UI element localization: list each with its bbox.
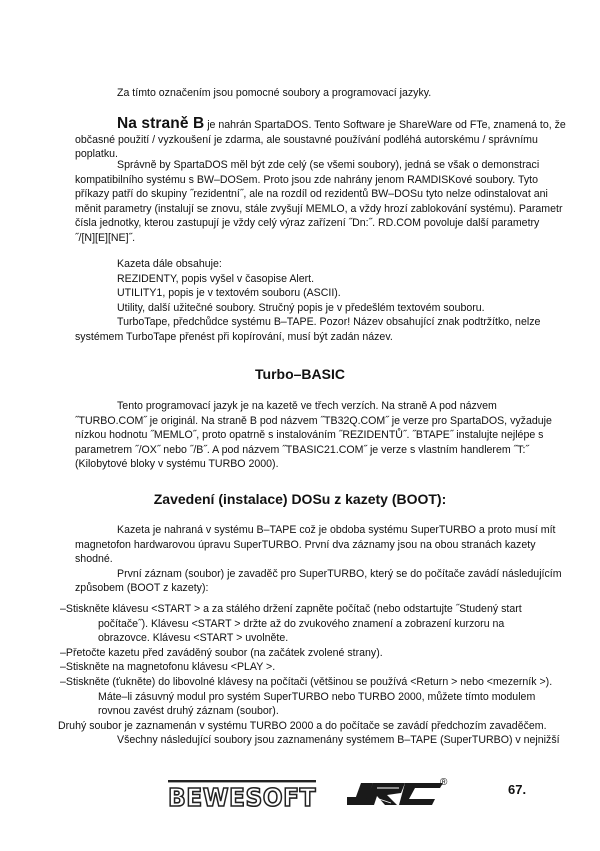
- contents-item: Utility, další užitečné soubory. Stručný popis je v předešlém textovém souboru.: [117, 301, 485, 314]
- turbo-basic-line: nízkou hodnotu ˝MEMLO˝, proto opatrně s instalováním ˝REZIDENTŮ˝. ˝BTAPE˝ instalujte nejlépe s: [75, 429, 544, 442]
- contents-item-continuation: systémem TurboTape přenést při kopírování, musí být zadán název.: [75, 330, 393, 343]
- boot-step: [60, 675, 552, 719]
- sparta-line: čísla jednotky, kterou zastupují je vždy celý výraz zařízení ˝Dn:˝. RD.COM povoluje další parametry: [75, 217, 540, 230]
- boot-step: [60, 602, 552, 646]
- sparta-line: ˝/[N][E][NE]˝.: [75, 231, 136, 244]
- page-number: 67.: [508, 782, 527, 797]
- side-b-line-2: občasné použití / vyzkoušení je zdarma, ale soustavné používání podléhá autorskému / správnímu: [75, 133, 538, 146]
- side-b-lead: Na straně B: [117, 115, 205, 132]
- turbo-basic-line: Tento programovací jazyk je na kazetě ve třech verzích. Na straně A pod názvem: [117, 400, 497, 412]
- boot-line: Kazeta je nahraná v systému B–TAPE což je obdoba systému SuperTURBO a proto musí mít: [117, 524, 556, 536]
- contents-item: REZIDENTY, popis vyšel v časopise Alert.: [117, 272, 315, 285]
- turbo-basic-paragraph: [75, 399, 595, 472]
- boot-line: První záznam (soubor) je zavaděč pro SuperTURBO, který se do počítače zavádí následujícím: [117, 567, 562, 580]
- sparta-paragraph: [75, 158, 595, 246]
- turbo-basic-line: ˝TURBO.COM˝ je originál. Na straně B pod názvem ˝TB32Q.COM˝ je verze pro SpartaDOS, vyžaduje: [75, 414, 552, 427]
- boot-step-line: –Stiskněte na magnetofonu klávesu <PLAY >.: [60, 661, 276, 674]
- boot-line: magnetofon hardwarovou úpravu SuperTURBO. První dva záznamy jsou na obou stranách kazety: [75, 538, 536, 551]
- bewesoft-logo: [168, 779, 318, 809]
- boot-step-line: –Stiskněte (ťukněte) do libovolné klávesy na počítači (většinou se používá <Return > nebo <mezerník >).: [60, 675, 553, 688]
- turbo-basic-line: parametrem ˝/OX˝ nebo ˝/B˝. A pod názvem ˝TBASIC21.COM˝ je verze s vlastním handlerem ˝T:˝: [75, 443, 529, 456]
- boot-line: způsobem (BOOT z kazety):: [75, 582, 209, 595]
- boot-steps: [60, 602, 552, 733]
- boot-step-line: –Stiskněte klávesu <START > a za stálého držení zapněte počítač (nebo odstartujte ˝Studený start: [60, 603, 522, 615]
- boot-line: shodné.: [75, 553, 113, 566]
- turbo-basic-line: (Kilobytové bloky v systému TURBO 2000).: [75, 458, 279, 471]
- contents-item: UTILITY1, popis je v textovém souboru (ASCII).: [117, 287, 341, 300]
- boot-step: [60, 646, 552, 661]
- sparta-line: příkazy patří do skupiny ˝rezidentní˝, ale na rozdíl od rezidentů BW–DOSu tyto nelze odinstalovat ani: [75, 188, 548, 201]
- side-b-paragraph: [75, 117, 595, 162]
- contents-item: Kazeta dále obsahuje:: [117, 258, 222, 270]
- second-file-note: Druhý soubor je zaznamenán v systému TURBO 2000 a do počítače se zavádí předchozím zavaděčem.: [58, 719, 547, 732]
- sparta-line: Správně by SpartaDOS měl být zde celý (se všemi soubory), jedná se však o demonstraci: [117, 159, 540, 171]
- registered-mark: ®: [440, 777, 448, 788]
- boot-step-continuation: počítače˝). Klávesu <START > držte až do zvukového znamení a zobrazení kurzoru na: [98, 617, 505, 630]
- boot-step-line: –Přetočte kazetu před zaváděný soubor (na začátek zvolené strany).: [60, 646, 383, 659]
- side-b-line-3: poplatku.: [75, 148, 118, 161]
- boot-step-continuation: obrazovce. Klávesu <START > uvolněte.: [98, 632, 289, 645]
- side-b-line-1: je nahrán SpartaDOS. Tento Software je ShareWare od FTe, znamená to, že: [204, 119, 566, 131]
- last-line: Všechny následující soubory jsou zaznamenány systémem B–TAPE (SuperTURBO) v nejnižší: [117, 734, 560, 746]
- contents-list: [75, 257, 595, 345]
- boot-heading: Zavedení (instalace) DOSu z kazety (BOOT):: [153, 491, 447, 507]
- boot-paragraph-1: [75, 523, 595, 596]
- boot-step-continuation: Máte–li zásuvný modul pro systém SuperTURBO nebo TURBO 2000, můžete tímto modulem: [98, 690, 536, 703]
- sparta-line: kompatibilního systému s BW–DOSem. Proto jsou zde nahrány jenom RAMDISKové soubory. Tyto: [75, 173, 538, 186]
- boot-step-continuation: rovnou zavést druhý záznam (soubor).: [98, 705, 279, 718]
- contents-item: TurboTape, předchůdce systému B–TAPE. Pozor! Název obsahující znak podtržítko, nelze: [117, 316, 541, 329]
- sparta-line: měnit parametry (instalují se znovu, stále zvyšují MEMLO, a vždy hrozí zablokování systému). Parametr: [75, 202, 563, 215]
- boot-step: [60, 660, 552, 675]
- svg-text:BEWESOFT: BEWESOFT: [168, 783, 316, 809]
- intro-line: Za tímto označením jsou pomocné soubory a programovací jazyky.: [117, 87, 432, 99]
- turbo-basic-heading: Turbo–BASIC: [255, 366, 345, 382]
